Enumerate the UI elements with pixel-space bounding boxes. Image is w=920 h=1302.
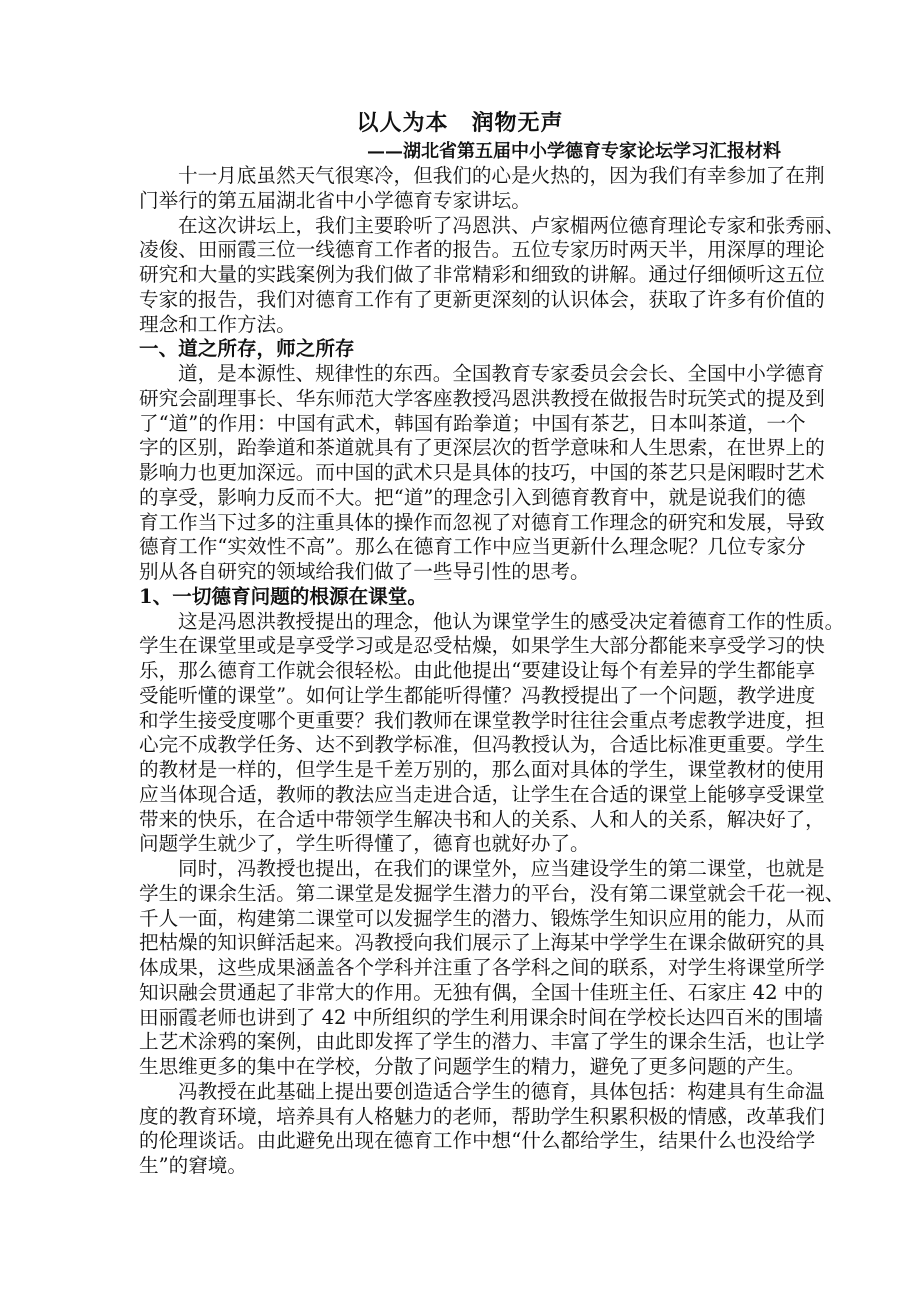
text-line: 生思维更多的集中在学校，分散了问题学生的精力，避免了更多问题的产生。 — [139, 1055, 806, 1078]
paragraph — [139, 164, 825, 214]
paragraph — [139, 362, 825, 585]
text-line: 乐，那么德育工作就会很轻松。由此他提出“要建设让每个有差异的学生都能享 — [139, 659, 816, 682]
page-title: 以人为本 润物无声 — [356, 110, 564, 136]
text-line: 度的教育环境，培养具有人格魅力的老师，帮助学生积累积极的情感，改革我们 — [139, 1104, 825, 1128]
text-line: 1、一切德育问题的根源在课堂。 — [139, 584, 427, 608]
text-line: 上艺术涂鸦的案例，由此即发挥了学生的潜力、丰富了学生的课余生活，也让学 — [139, 1030, 825, 1054]
text-line: 研究会副理事长、华东师范大学客座教授冯恩洪教授在做报告时玩笑式的提及到 — [139, 386, 825, 410]
text-line: 和学生接受度哪个更重要？我们教师在课堂教学时往往会重点考虑教学进度，担 — [139, 708, 825, 732]
text-line: 在这次讲坛上，我们主要聆听了冯恩洪、卢家楣两位德育理论专家和张秀丽、 — [178, 213, 845, 237]
text-line: 体成果，这些成果涵盖各个学科并注重了各学科之间的联系，对学生将课堂所学 — [139, 956, 825, 979]
text-line: 田丽霞老师也讲到了 42 中所组织的学生利用课余时间在学校长达四百米的围墙 — [139, 1005, 823, 1029]
text-line: 的享受，影响力反而不大。把“道”的理念引入到德育教育中，就是说我们的德 — [139, 485, 806, 509]
text-line: 生”的窘境。 — [139, 1154, 247, 1177]
text-line: 门举行的第五届湖北省中小学德育专家讲坛。 — [139, 188, 531, 212]
text-line: 受能听懂的课堂”。如何让学生都能听得懂？冯教授提出了一个问题，教学进度 — [139, 683, 816, 707]
text-line: 别从各自研究的领域给我们做了一些导引性的思考。 — [139, 560, 590, 583]
text-line: 凌俊、田丽霞三位一线德育工作者的报告。五位专家历时两天半，用深厚的理论 — [139, 238, 825, 262]
section-heading — [139, 337, 781, 362]
text-line: 道，是本源性、规律性的东西。全国教育专家委员会会长、全国中小学德育 — [178, 362, 825, 385]
text-line: 千人一面，构建第二课堂可以发掘学生的潜力、锻炼学生知识应用的能力，从而 — [139, 906, 825, 930]
paragraph — [139, 609, 845, 858]
text-line: 带来的快乐，在合适中带领学生解决书和人的关系、人和人的关系，解决好了， — [139, 807, 825, 831]
text-line: 冯教授在此基础上提出要创造适合学生的德育，具体包括：构建具有生命温 — [178, 1079, 825, 1103]
document-body — [139, 164, 845, 1179]
text-line: 的教材是一样的，但学生是千差万别的，那么面对具体的学生，课堂教材的使用 — [139, 758, 825, 781]
text-line: 育工作当下过多的注重具体的操作而忽视了对德育工作理念的研究和发展，导致 — [139, 510, 825, 534]
text-line: 影响力也更加深远。而中国的武术只是具体的技巧，中国的茶艺只是闲暇时艺术 — [139, 461, 825, 484]
text-line: 问题学生就少了，学生听得懂了，德育也就好办了。 — [139, 832, 590, 856]
text-line: 德育工作“实效性不高”。那么在德育工作中应当更新什么理念呢？几位专家分 — [139, 535, 806, 559]
text-line: 知识融会贯通起了非常大的作用。无独有偶，全国十佳班主任、石家庄 42 中的 — [139, 980, 823, 1004]
text-line: 学生的课余生活。第二课堂是发掘学生潜力的平台，没有第二课堂就会千花一视、 — [139, 881, 845, 905]
text-line: 研究和大量的实践案例为我们做了非常精彩和细致的讲解。通过仔细倾听这五位 — [139, 263, 825, 286]
paragraph — [139, 213, 845, 338]
text-line: 应当体现合适，教师的教法应当走进合适，让学生在合适的课堂上能够享受课堂 — [139, 782, 825, 806]
paragraph — [139, 1079, 825, 1179]
page-subtitle: ——湖北省第五届中小学德育专家论坛学习汇报材料 — [367, 141, 781, 162]
text-line: 心完不成教学任务、达不到教学标准，但冯教授认为，合适比标准更重要。学生 — [139, 733, 825, 757]
paragraph — [139, 857, 845, 1080]
text-line: 十一月底虽然天气很寒冷，但我们的心是火热的，因为我们有幸参加了在荆 — [178, 164, 825, 187]
section-heading — [139, 585, 781, 610]
text-line: 的伦理谈话。由此避免出现在德育工作中想“什么都给学生，结果什么也没给学 — [139, 1129, 816, 1153]
text-line: 了“道”的作用：中国有武术，韩国有跆拳道；中国有茶艺，日本叫茶道，一个 — [139, 411, 806, 435]
text-line: 学生在课堂里或是享受学习或是忍受枯燥，如果学生大部分都能来享受学习的快 — [139, 634, 825, 658]
text-line: 专家的报告，我们对德育工作有了更新更深刻的认识体会，获取了许多有价值的 — [139, 287, 825, 311]
text-line: 一、道之所存，师之所存 — [139, 337, 355, 361]
text-line: 字的区别，跆拳道和茶道就具有了更深层次的哲学意味和人生思索，在世界上的 — [139, 436, 825, 460]
text-line: 理念和工作方法。 — [139, 312, 296, 336]
text-line: 把枯燥的知识鲜活起来。冯教授向我们展示了上海某中学学生在课余做研究的具 — [139, 931, 825, 955]
text-line: 同时，冯教授也提出，在我们的课堂外，应当建设学生的第二课堂，也就是 — [178, 857, 825, 880]
text-line: 这是冯恩洪教授提出的理念，他认为课堂学生的感受决定着德育工作的性质。 — [178, 609, 845, 633]
